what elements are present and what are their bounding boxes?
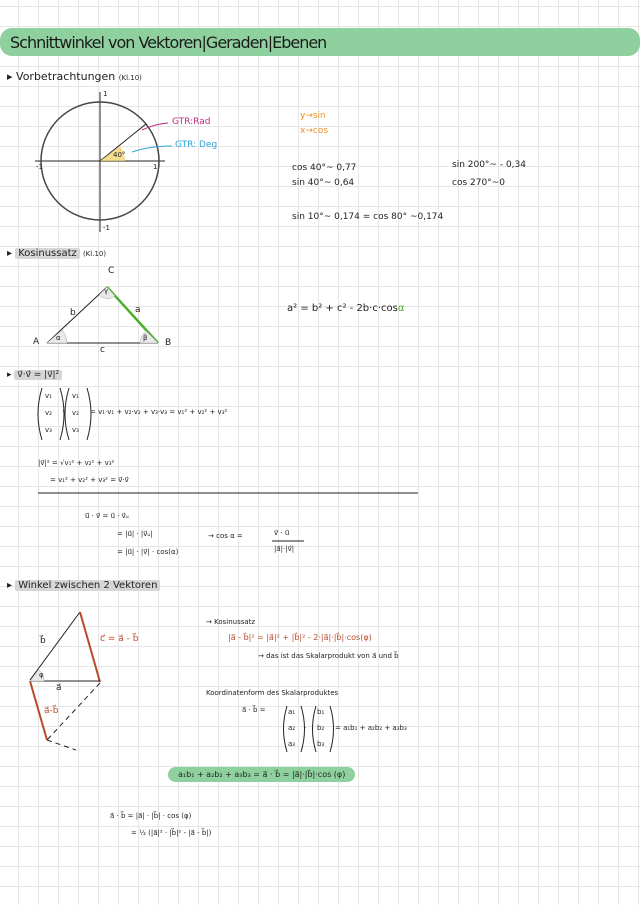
angle-phi-label: φ — [39, 671, 44, 679]
koord-rhs: = a₁b₁ + a₂b₂ + a₃b₃ — [335, 724, 407, 732]
vec-v-row3: v₃ — [45, 426, 52, 434]
axis-label-left: -1 — [36, 163, 43, 171]
highlight-formula: a₁b₁ + a₂b₂ + a₃b₃ = a⃗ · b⃗ = |a⃗|·|b⃗|·cos (φ) — [168, 770, 355, 779]
x-cos-label: x→cos — [300, 126, 329, 136]
kosinussatz-formula: a² = b² + c² - 2b·c·cosα — [287, 303, 405, 314]
koord-dot: · — [304, 724, 307, 732]
side-c-label: c — [100, 345, 105, 355]
heading-skalar: ▸ v⃗·v⃗ = |v⃗|² — [7, 370, 62, 380]
a-row3: a₃ — [288, 740, 296, 748]
vec-b-line — [30, 612, 80, 680]
uv-line-3: = |u⃗| · |v⃗| · cos(α) — [117, 548, 179, 556]
vertex-a: A — [33, 337, 40, 347]
norm-line-1: |v⃗|² = √v₁² + v₂² + v₃² — [38, 459, 115, 467]
kosinussatz-vector-formula: |a⃗ - b⃗|² = |a⃗|² + |b⃗|² - 2·|a⃗|·|b⃗|·cos(φ) — [228, 633, 372, 642]
kosinussatz-title: → Kosinussatz — [206, 618, 256, 626]
vec-dot: · — [62, 407, 65, 417]
b-paren-l — [313, 706, 317, 752]
skalarprodukt-note: → das ist das Skalarprodukt von a⃗ und b⃗ — [258, 652, 399, 660]
angle-label: 40° — [113, 151, 126, 159]
uv-line-1: u⃗ · v⃗ = u⃗ · v⃗ᵤ — [85, 512, 129, 520]
b-row3: b₃ — [317, 740, 325, 748]
arrow-cos: → cos α = — [208, 532, 243, 540]
alpha-label: α — [56, 334, 61, 342]
fraction-numerator: v⃗ · u⃗ — [274, 529, 290, 537]
beta-label: β — [143, 334, 148, 342]
vec-v2-row3: v₃ — [72, 426, 79, 434]
vec-b-label: b⃗ — [40, 636, 46, 646]
axis-label-right: 1 — [153, 163, 158, 171]
vec-v-row2: v₂ — [45, 409, 52, 417]
b-row1: b₁ — [317, 708, 325, 716]
final-line-2: = ½ (|a⃗|² · |b⃗|² - |a⃗ - b⃗|) — [131, 829, 212, 837]
sin40-text: sin 40°~ 0,64 — [292, 178, 355, 188]
vec-paren-l2 — [65, 388, 69, 440]
vec-v2-row2: v₂ — [72, 409, 79, 417]
side-a-label: a — [135, 305, 141, 315]
vec-v2-row1: v₁ — [72, 392, 79, 400]
side-b-label: b — [70, 308, 76, 318]
vec-c-label: c⃗ = a⃗ - b⃗ — [100, 634, 139, 644]
vec-v-row1: v₁ — [45, 392, 52, 400]
a-paren-l — [284, 706, 288, 752]
uv-line-2: = |u⃗| · |v⃗ᵤ| — [117, 530, 153, 538]
vec-paren-l1 — [38, 388, 42, 440]
skalar-expansion: = v₁·v₁ + v₂·v₂ + v₃·v₃ = v₁² + v₂² + v₃² — [90, 408, 228, 416]
cos270-text: cos 270°~0 — [452, 178, 505, 188]
heading-kosinussatz: ▸ Kosinussatz (Kl.10) — [7, 248, 107, 259]
cos40-text: cos 40°~ 0,77 — [292, 163, 357, 173]
heading-winkel: ▸ Winkel zwischen 2 Vektoren — [7, 580, 160, 591]
heading-vorbetrachtungen: ▸ Vorbetrachtungen (Kl.10) — [7, 70, 142, 83]
y-sin-label: y→sin — [300, 111, 326, 121]
b-paren-r — [330, 706, 334, 752]
norm-line-2: = v₁² + v₂² + v₃² = v⃗·v⃗ — [50, 476, 129, 484]
dashed-line-2 — [47, 740, 76, 750]
gtr-rad-label: GTR:Rad — [172, 117, 211, 127]
fraction-denominator: |a⃗|·|v⃗| — [274, 545, 295, 553]
vec-a-label: a⃗ — [56, 683, 62, 693]
koordinatenform-title: Koordinatenform des Skalarproduktes — [206, 689, 339, 697]
sin200-text: sin 200°~ - 0,34 — [452, 160, 526, 170]
gtr-deg-label: GTR: Deg — [175, 140, 218, 150]
gtr-deg-line — [132, 146, 172, 152]
vertex-b: B — [165, 338, 172, 348]
vec-a-minus-b-label: a⃗-b⃗ — [44, 706, 59, 716]
koord-lhs: a⃗ · b⃗ = — [242, 706, 266, 714]
page-title: Schnittwinkel von Vektoren|Geraden|Ebenen — [10, 33, 327, 52]
sin10-text: sin 10°~ 0,174 = cos 80° ~0,174 — [292, 212, 444, 222]
a-row2: a₂ — [288, 724, 296, 732]
vec-c-line — [80, 612, 100, 682]
gamma-label: γ — [104, 287, 109, 295]
final-line-1: a⃗ · b⃗ = |a⃗| · |b⃗| · cos (φ) — [110, 812, 192, 820]
axis-label-top: 1 — [103, 90, 108, 98]
a-row1: a₁ — [288, 708, 296, 716]
vertex-c: C — [108, 266, 115, 276]
b-row2: b₂ — [317, 724, 325, 732]
axis-label-bottom: -1 — [103, 224, 110, 232]
